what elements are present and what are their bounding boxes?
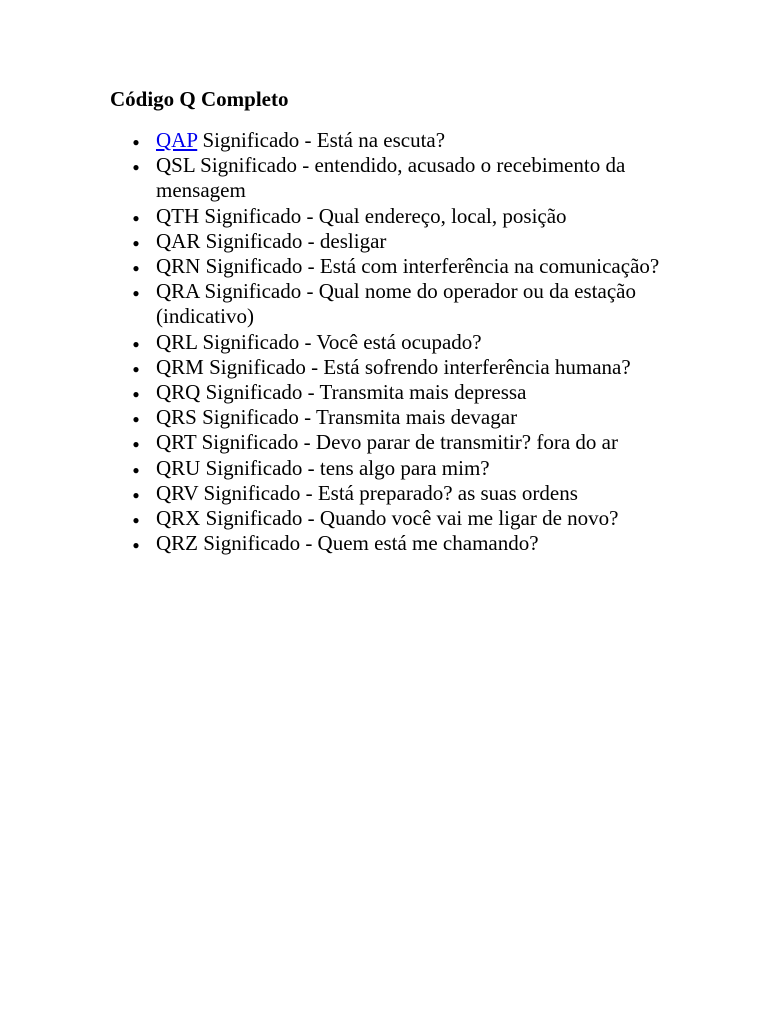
code-description: Significado - Qual endereço, local, posição (199, 203, 567, 228)
bullet-icon: ● (132, 462, 140, 477)
list-item (132, 329, 666, 355)
code-label: QRN (156, 254, 201, 279)
code-description: Significado - Está sofrendo interferência humana? (203, 354, 631, 379)
list-item (132, 455, 666, 481)
bullet-icon: ● (132, 387, 140, 402)
list-item (132, 380, 666, 405)
code-label: QRM (156, 354, 204, 379)
list-item (132, 531, 666, 556)
bullet-icon: ● (132, 361, 140, 376)
code-label: QSL (156, 153, 195, 178)
page-title: Código Q Completo (110, 87, 289, 111)
code-description: Significado - Quando você vai me ligar de novo? (200, 506, 619, 531)
code-description: Significado - Transmita mais depressa (200, 380, 527, 405)
list-item (132, 254, 666, 279)
list-item (132, 506, 666, 531)
q-code-list (132, 128, 666, 556)
code-description: Significado - Está com interferência na comunicação? (200, 254, 660, 279)
bullet-icon: ● (132, 261, 140, 276)
code-description: Significado - Está na escuta? (197, 128, 446, 152)
bullet-icon: ● (132, 210, 140, 225)
code-label: QRQ (156, 380, 201, 405)
code-link[interactable]: QAP (156, 128, 198, 152)
bullet-icon: ● (132, 538, 140, 553)
bullet-icon: ● (132, 336, 140, 351)
code-label: QRZ (156, 531, 198, 556)
code-label: QRA (156, 279, 200, 304)
list-item (132, 480, 666, 506)
code-label: QAR (156, 228, 201, 253)
code-label: QRV (156, 480, 199, 505)
code-description: Significado - Está preparado? as suas ordens (198, 480, 578, 505)
bullet-icon: ● (132, 286, 140, 301)
code-label: QRL (156, 329, 198, 354)
list-item (132, 153, 666, 203)
code-description: Significado - entendido, acusado o recebimento da mensagem (156, 153, 626, 203)
code-description: Significado - Qual nome do operador ou da estação (indicativo) (156, 279, 636, 329)
code-description: Significado - Você está ocupado? (197, 329, 482, 354)
bullet-icon: ● (132, 135, 140, 149)
code-label: QRT (156, 430, 197, 455)
bullet-icon: ● (132, 487, 140, 502)
list-item (132, 228, 666, 254)
list-item (132, 354, 666, 380)
code-description: Significado - Devo parar de transmitir? fora do ar (196, 430, 618, 455)
bullet-icon: ● (132, 437, 140, 452)
code-label: QRU (156, 455, 201, 480)
code-description: Significado - tens algo para mim? (200, 455, 490, 480)
list-item (132, 405, 666, 430)
bullet-icon: ● (132, 235, 140, 250)
bullet-icon: ● (132, 513, 140, 528)
bullet-icon: ● (132, 412, 140, 427)
list-item (132, 203, 666, 229)
code-description: Significado - desligar (200, 228, 387, 253)
code-label: QRX (156, 506, 201, 531)
list-item (132, 128, 666, 153)
code-label: QTH (156, 203, 200, 228)
list-item (132, 279, 666, 329)
code-description: Significado - Transmita mais devagar (196, 405, 518, 430)
list-item (132, 430, 666, 455)
code-label: QRS (156, 405, 197, 430)
bullet-icon: ● (132, 160, 140, 175)
code-description: Significado - Quem está me chamando? (198, 531, 539, 556)
